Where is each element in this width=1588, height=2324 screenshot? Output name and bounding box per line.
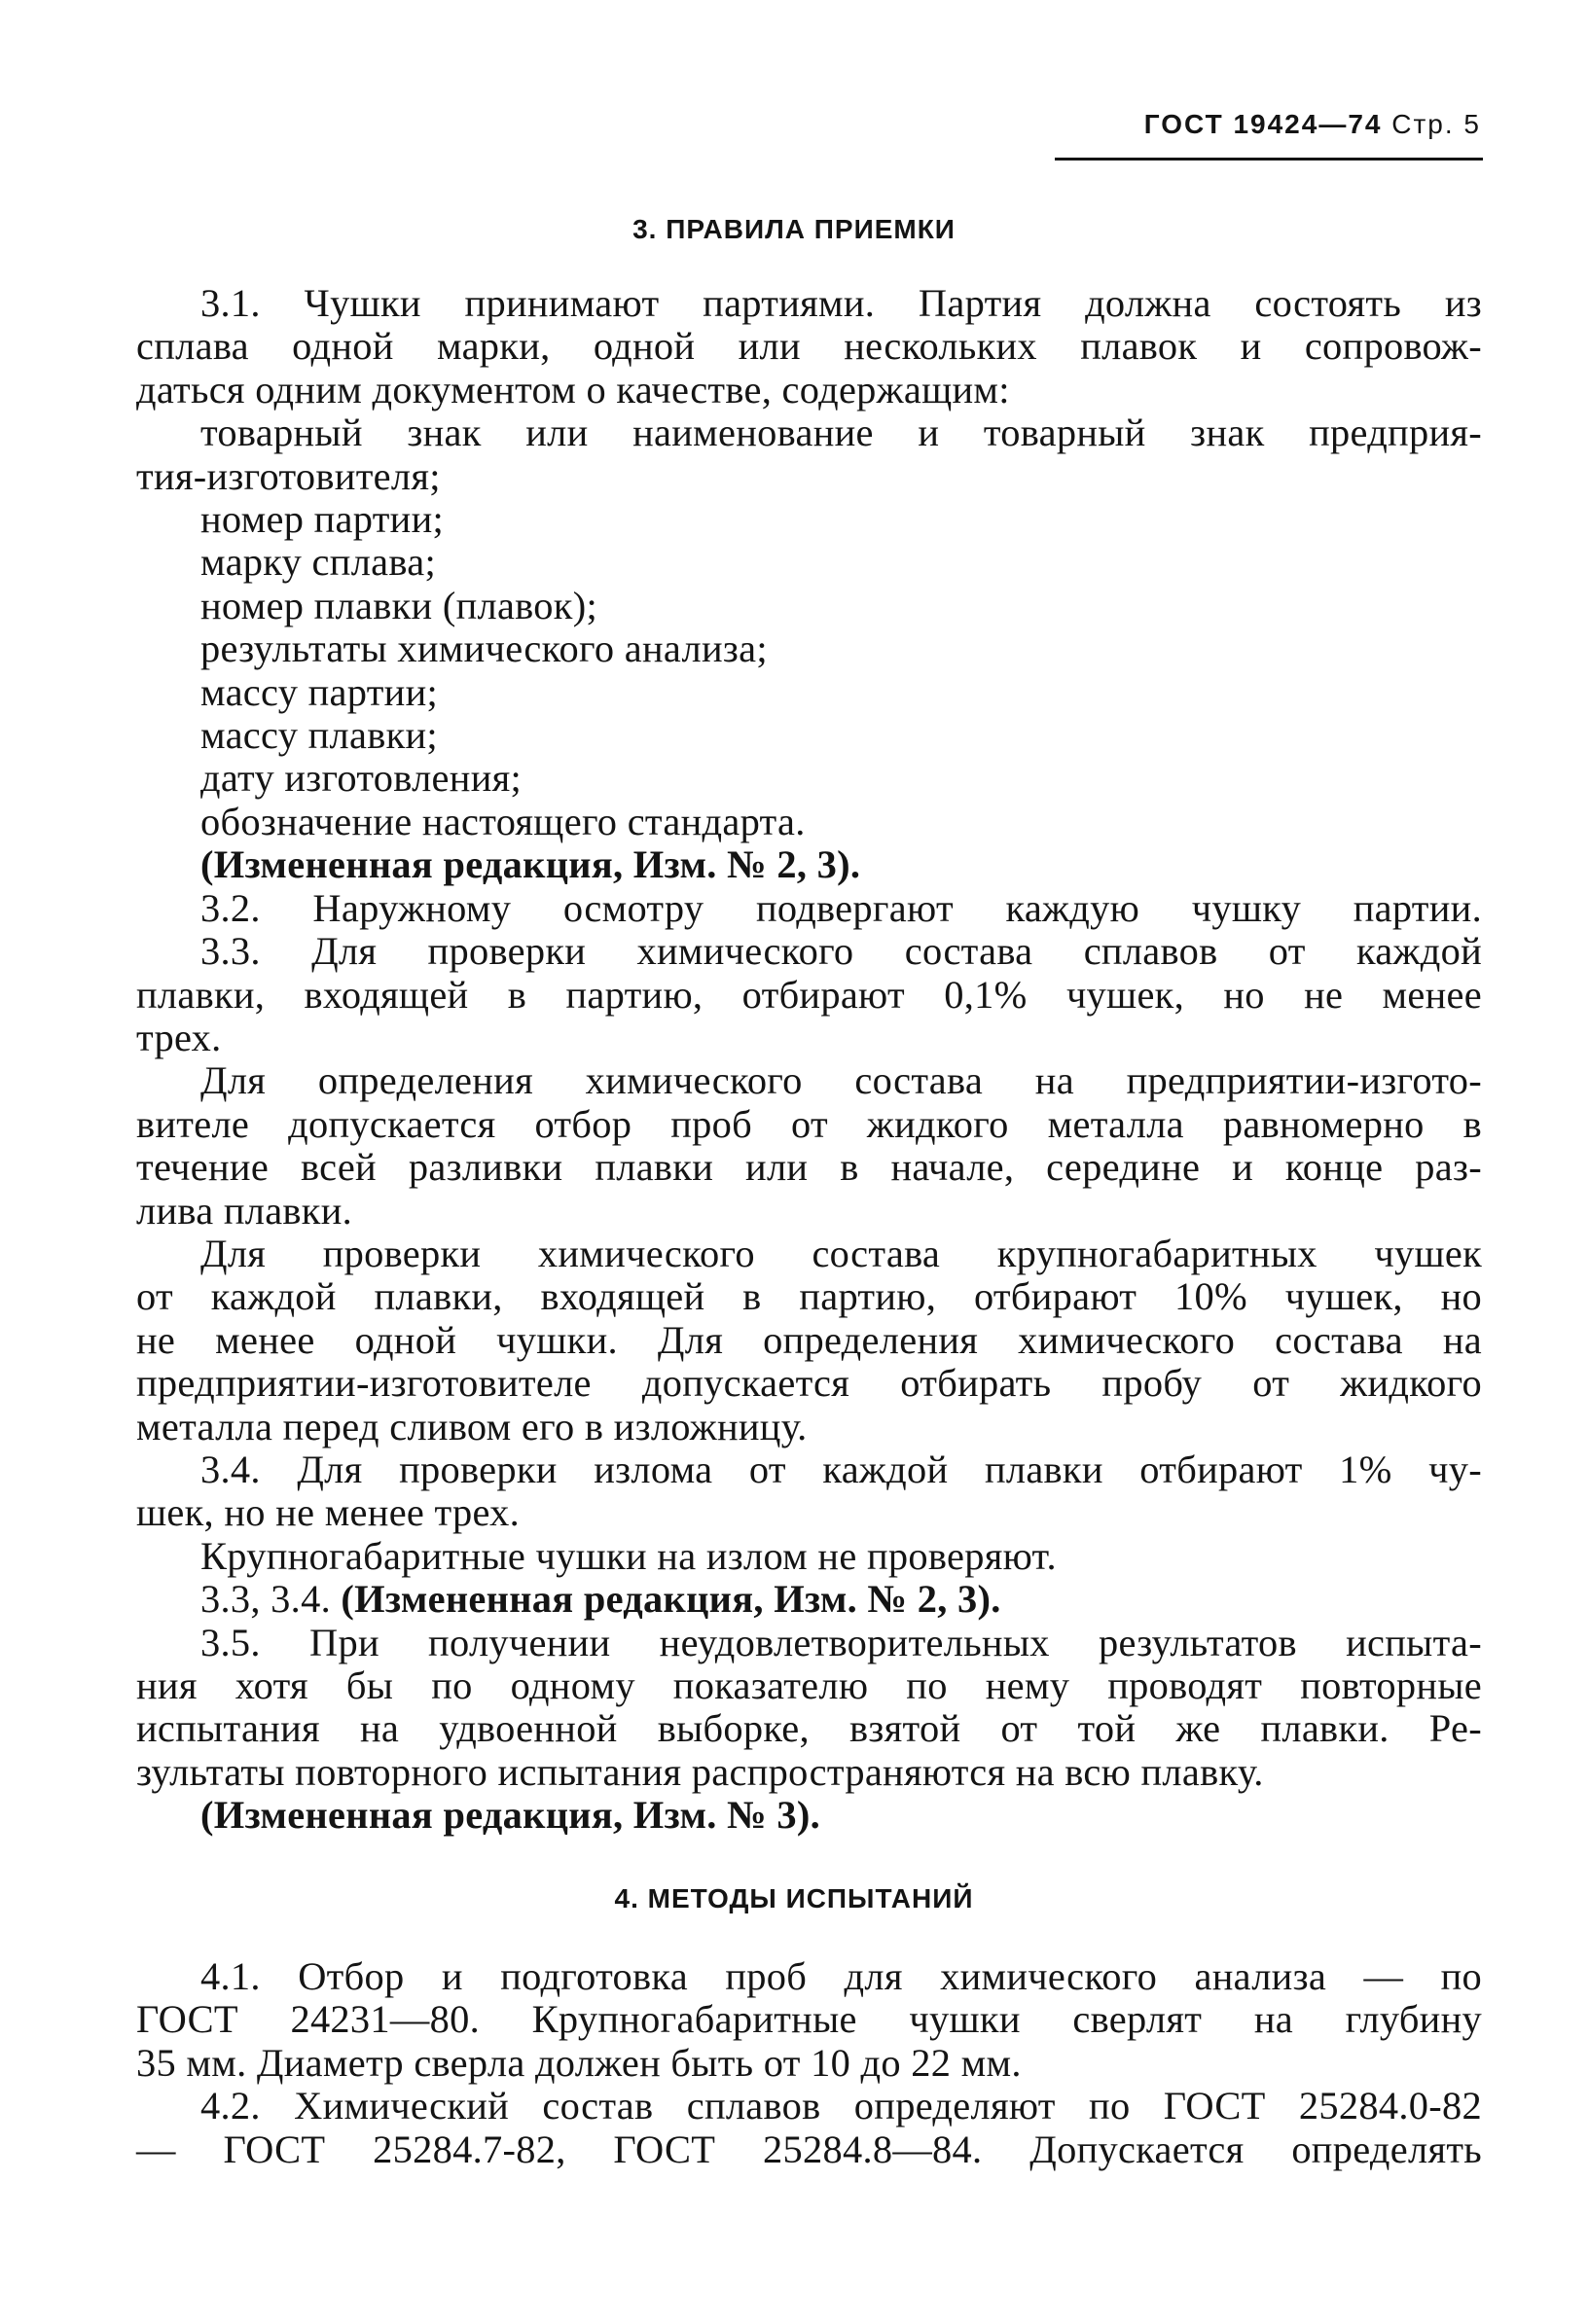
amendment-clauses: 3.3, 3.4. — [200, 1577, 331, 1622]
section-3-body — [136, 282, 1482, 1838]
paragraph-3-3b-line: Для определения химического состава на предприятии-изгото- — [200, 1058, 1482, 1103]
paragraph-3-3c-line: предприятии-изготовителе допускается отбирать пробу от жидкого — [136, 1361, 1482, 1406]
paragraph-3-3b-line: течение всей разливки плавки или в начале, середине и конце раз- — [136, 1145, 1482, 1190]
paragraph-3-3c-line: металла перед сливом его в изложницу. — [136, 1404, 808, 1448]
list-item: товарный знак или наименование и товарный знак предприя- — [200, 411, 1482, 455]
amendment-note: (Измененная редакция, Изм. № 2, 3). — [200, 842, 861, 887]
paragraph-3-3-line: трех. — [136, 1015, 222, 1059]
paragraph-3-4b: Крупногабаритные чушки на излом не проверяют. — [200, 1533, 1057, 1578]
list-item: тия-изготовителя; — [136, 453, 441, 498]
paragraph-3-5-line: зультаты повторного испытания распространяются на всю плавку. — [136, 1749, 1264, 1794]
section-4-body — [136, 1955, 1482, 2171]
paragraph-4-1-line: 35 мм. Диаметр сверла должен быть от 10 до 22 мм. — [136, 2040, 1022, 2085]
paragraph-3-1-line: даться одним документом о качестве, содержащим: — [136, 367, 1010, 411]
paragraph-3-3b-line: вителе допускается отбор проб от жидкого металла равномерно в — [136, 1101, 1482, 1146]
paragraph-3-5-line: испытания на удвоенной выборке, взятой от той же плавки. Ре- — [136, 1706, 1482, 1751]
paragraph-4-2-line: 4.2. Химический состав сплавов определяют по ГОСТ 25284.0-82 — [200, 2084, 1482, 2128]
header-rule — [1055, 158, 1483, 161]
amendment-text: (Измененная редакция, Изм. № 2, 3). — [341, 1577, 1001, 1622]
list-item: результаты химического анализа; — [200, 626, 768, 671]
list-item: массу плавки; — [200, 713, 438, 758]
paragraph-3-3-line: плавки, входящей в партию, отбирают 0,1% чушек, но не менее — [136, 972, 1482, 1017]
list-item: номер плавки (плавок); — [200, 583, 597, 627]
page-number: Стр. 5 — [1391, 109, 1481, 139]
paragraph-3-3-line: 3.3. Для проверки химического состава сплавов от каждой — [200, 929, 1482, 974]
running-header — [1072, 109, 1481, 140]
paragraph-3-5-line: ния хотя бы по одному показателю по нему проводят повторные — [136, 1663, 1482, 1707]
amendment-note — [136, 1578, 1482, 1621]
list-item: обозначение настоящего стандарта. — [200, 799, 806, 843]
paragraph-3-3c-line: Для проверки химического состава крупногабаритных чушек — [200, 1231, 1482, 1275]
amendment-note: (Измененная редакция, Изм. № 3). — [200, 1793, 821, 1838]
paragraph-3-4-line: 3.4. Для проверки излома от каждой плавки отбирают 1% чу- — [200, 1447, 1482, 1491]
section-4-title: 4. МЕТОДЫ ИСПЫТАНИЙ — [614, 1883, 974, 1913]
paragraph-3-1-line: сплава одной марки, одной или нескольких плавок и сопровож- — [136, 324, 1482, 369]
paragraph-3-3b-line: лива плавки. — [136, 1188, 353, 1233]
list-item: марку сплава; — [200, 540, 436, 585]
paragraph-3-4-line: шек, но не менее трех. — [136, 1490, 521, 1535]
paragraph-4-2-line: — ГОСТ 25284.7-82, ГОСТ 25284.8—84. Допускается определять — [136, 2127, 1482, 2171]
paragraph-4-1-line: 4.1. Отбор и подготовка проб для химического анализа — по — [200, 1954, 1482, 1998]
list-item: дату изготовления; — [200, 756, 523, 801]
paragraph-3-2: 3.2. Наружному осмотру подвергают каждую чушку партии. — [200, 885, 1482, 930]
paragraph-3-1-line: 3.1. Чушки принимают партиями. Партия должна состоять из — [200, 281, 1482, 325]
paragraph-4-1-line: ГОСТ 24231—80. Крупногабаритные чушки сверлят на глубину — [136, 1997, 1482, 2042]
list-item: массу партии; — [200, 669, 439, 714]
standard-number: ГОСТ 19424—74 — [1143, 109, 1383, 139]
paragraph-3-3c-line: от каждой плавки, входящей в партию, отбирают 10% чушек, но — [136, 1274, 1482, 1319]
paragraph-3-3c-line: не менее одной чушки. Для определения химического состава на — [136, 1317, 1482, 1362]
section-3-title: 3. ПРАВИЛА ПРИЕМКИ — [632, 214, 956, 244]
list-item: номер партии; — [200, 497, 445, 542]
paragraph-3-5-line: 3.5. При получении неудовлетворительных результатов испыта- — [200, 1620, 1482, 1664]
